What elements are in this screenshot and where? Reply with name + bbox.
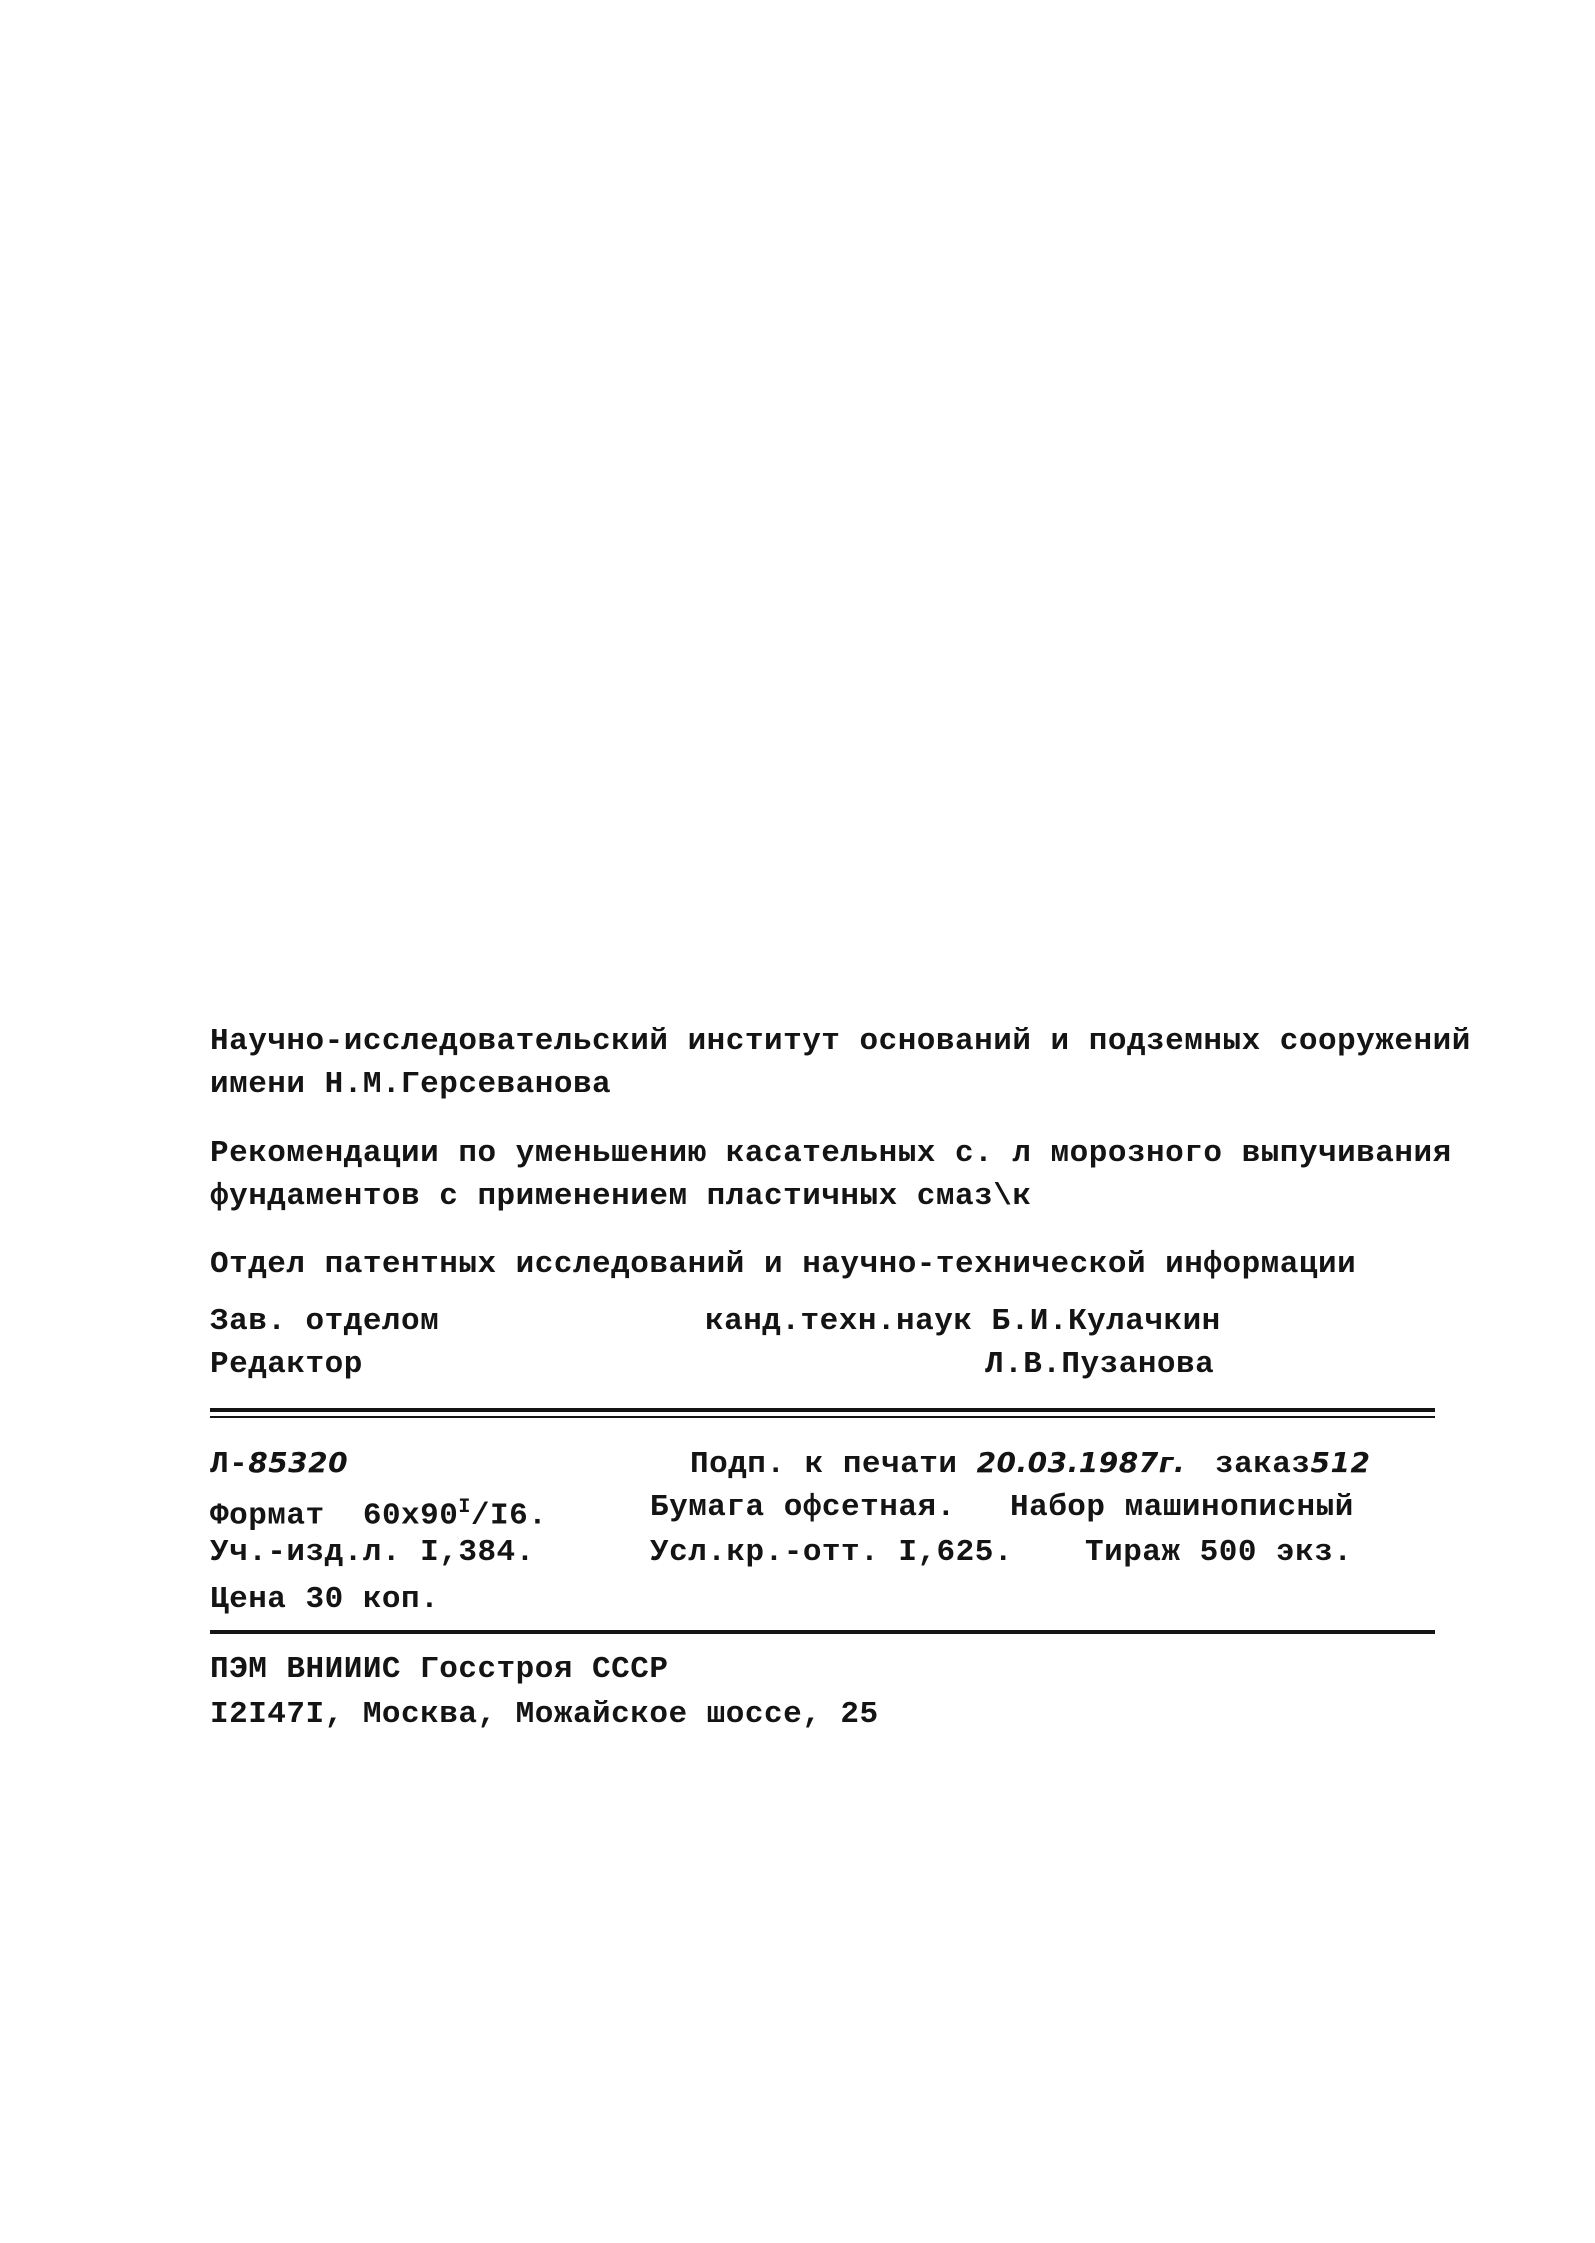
signed-line	[690, 1443, 1185, 1485]
department-line: Отдел патентных исследований и научно-технической информации	[210, 1247, 1357, 1282]
license-prefix: Л-	[210, 1447, 249, 1482]
format-tail: /I6.	[470, 1498, 548, 1534]
order-label: заказ	[1215, 1447, 1311, 1482]
divider-top	[210, 1408, 1435, 1412]
title-line-2: фундаментов с применением пластичных смаз\к	[210, 1179, 1032, 1214]
institute-line-2: имени Н.М.Герсеванова	[210, 1067, 612, 1102]
head-role: Зав. отделом	[210, 1304, 440, 1339]
order-line	[1215, 1443, 1370, 1485]
print-sheets: Усл.кр.-отт. I,625.	[650, 1535, 1013, 1570]
title-line-1: Рекомендации по уменьшению касательных с. л морозного выпучивания	[210, 1136, 1452, 1171]
institute-line-1: Научно-исследовательский институт оснований и подземных сооружений	[210, 1024, 1471, 1059]
editor-name: Л.В.Пузанова	[985, 1347, 1215, 1382]
circulation: Тираж 500 экз.	[1085, 1535, 1353, 1570]
edition-sheets: Уч.-изд.л. I,384.	[210, 1535, 535, 1570]
format-label: Формат	[210, 1498, 325, 1534]
order-number: 512	[1310, 1446, 1371, 1479]
divider-top-thin	[210, 1416, 1435, 1418]
signed-date: 20.03.1987г.	[976, 1446, 1185, 1479]
typesetting-line: Набор машинописный	[1010, 1490, 1354, 1525]
signed-label: Подп. к печати	[690, 1447, 958, 1482]
format-line	[210, 1488, 547, 1536]
editor-role: Редактор	[210, 1347, 363, 1382]
format-superscript: I	[458, 1496, 471, 1519]
paper-line: Бумага офсетная.	[650, 1490, 956, 1525]
divider-bottom	[210, 1630, 1435, 1634]
format-value: 60х90	[362, 1498, 459, 1534]
license-number: 85320	[248, 1446, 349, 1479]
license-line	[210, 1443, 348, 1485]
printer-name: ПЭМ ВНИИИС Госстроя СССР	[210, 1652, 669, 1687]
printer-address: I2I47I, Москва, Можайское шоссе, 25	[210, 1697, 879, 1732]
price: Цена 30 коп.	[210, 1582, 440, 1617]
head-name: канд.техн.наук Б.И.Кулачкин	[705, 1304, 1221, 1339]
